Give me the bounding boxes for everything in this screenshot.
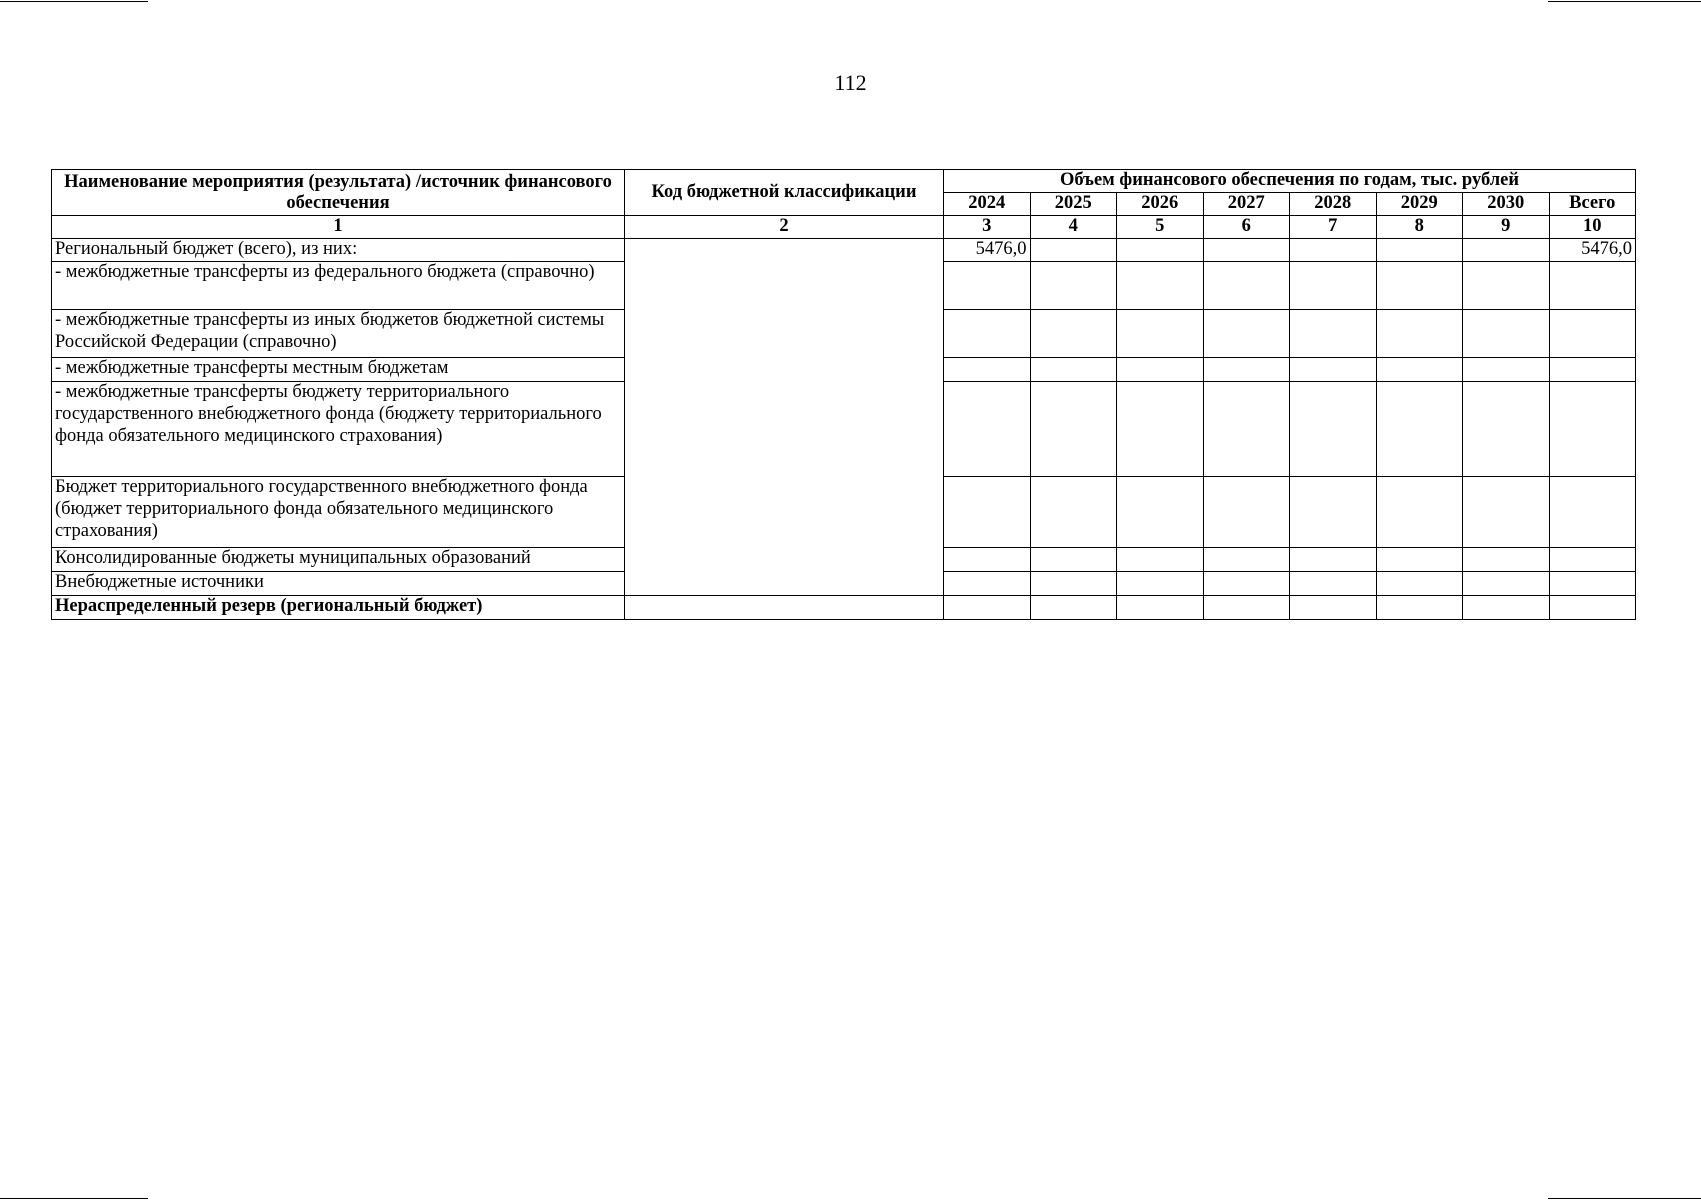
value-cell bbox=[1117, 262, 1204, 310]
row-name: - межбюджетные трансферты из иных бюджетов бюджетной системы Российской Федерации (справочно) bbox=[52, 310, 625, 358]
column-number-row bbox=[52, 216, 1636, 239]
value-cell bbox=[1463, 572, 1550, 596]
value-cell bbox=[944, 477, 1031, 548]
value-cell bbox=[1290, 239, 1377, 262]
scan-edge-mark bbox=[0, 1, 148, 2]
value-cell bbox=[1290, 477, 1377, 548]
value-cell bbox=[1376, 262, 1463, 310]
header-year: 2025 bbox=[1030, 193, 1117, 216]
value-cell bbox=[1290, 596, 1377, 620]
header-year: 2029 bbox=[1376, 193, 1463, 216]
value-cell bbox=[1376, 572, 1463, 596]
value-cell bbox=[1030, 310, 1117, 358]
column-number: 8 bbox=[1376, 216, 1463, 239]
value-cell bbox=[1030, 239, 1117, 262]
value-cell bbox=[1203, 382, 1290, 477]
value-cell bbox=[1463, 382, 1550, 477]
value-cell: 5476,0 bbox=[944, 239, 1031, 262]
value-cell bbox=[1203, 262, 1290, 310]
total-cell bbox=[1549, 262, 1636, 310]
value-cell bbox=[1203, 548, 1290, 572]
total-cell bbox=[1549, 596, 1636, 620]
value-cell bbox=[1117, 596, 1204, 620]
scan-edge-mark bbox=[1548, 1198, 1701, 1199]
value-cell bbox=[1117, 358, 1204, 382]
value-cell bbox=[944, 310, 1031, 358]
value-cell bbox=[944, 262, 1031, 310]
financing-table bbox=[51, 169, 1636, 620]
value-cell bbox=[1203, 239, 1290, 262]
value-cell bbox=[1290, 262, 1377, 310]
value-cell bbox=[1030, 548, 1117, 572]
column-number: 1 bbox=[52, 216, 625, 239]
total-cell bbox=[1549, 310, 1636, 358]
value-cell bbox=[1290, 382, 1377, 477]
value-cell bbox=[1117, 572, 1204, 596]
value-cell bbox=[1463, 596, 1550, 620]
value-cell bbox=[1376, 310, 1463, 358]
total-cell bbox=[1549, 382, 1636, 477]
value-cell bbox=[1463, 477, 1550, 548]
table-row bbox=[52, 239, 1636, 262]
value-cell bbox=[1117, 239, 1204, 262]
value-cell bbox=[1376, 358, 1463, 382]
value-cell bbox=[944, 548, 1031, 572]
header-row-1 bbox=[52, 170, 1636, 193]
header-name: Наименование мероприятия (результата) /источник финансового обеспечения bbox=[52, 170, 625, 216]
row-name: Нераспределенный резерв (региональный бюджет) bbox=[52, 596, 625, 620]
value-cell bbox=[1376, 477, 1463, 548]
row-name: - межбюджетные трансферты местным бюджетам bbox=[52, 358, 625, 382]
header-year: 2027 bbox=[1203, 193, 1290, 216]
budget-code-cell bbox=[625, 239, 944, 596]
header-total: Всего bbox=[1549, 193, 1636, 216]
row-name: Бюджет территориального государственного внебюджетного фонда (бюджет территориального фонда обязательного медицинского страхования) bbox=[52, 477, 625, 548]
column-number: 10 bbox=[1549, 216, 1636, 239]
value-cell bbox=[1463, 548, 1550, 572]
value-cell bbox=[1290, 358, 1377, 382]
total-cell bbox=[1549, 477, 1636, 548]
header-year: 2028 bbox=[1290, 193, 1377, 216]
value-cell bbox=[1203, 572, 1290, 596]
value-cell bbox=[1463, 358, 1550, 382]
column-number: 2 bbox=[625, 216, 944, 239]
page-number: 112 bbox=[834, 70, 867, 95]
value-cell bbox=[944, 596, 1031, 620]
budget-code-cell bbox=[625, 596, 944, 620]
value-cell bbox=[944, 358, 1031, 382]
value-cell bbox=[1117, 548, 1204, 572]
header-year: 2030 bbox=[1463, 193, 1550, 216]
value-cell bbox=[1463, 262, 1550, 310]
value-cell bbox=[1117, 310, 1204, 358]
row-name: - межбюджетные трансферты бюджету территориального государственного внебюджетного фонда (бюджету территориального фонда обязательного медицинского страхования) bbox=[52, 382, 625, 477]
header-code: Код бюджетной классификации bbox=[625, 170, 944, 216]
value-cell bbox=[1030, 596, 1117, 620]
header-year: 2024 bbox=[944, 193, 1031, 216]
value-cell bbox=[1203, 358, 1290, 382]
column-number: 4 bbox=[1030, 216, 1117, 239]
column-number: 5 bbox=[1117, 216, 1204, 239]
value-cell bbox=[1290, 310, 1377, 358]
row-name: Внебюджетные источники bbox=[52, 572, 625, 596]
table-row bbox=[52, 596, 1636, 620]
total-cell bbox=[1549, 572, 1636, 596]
value-cell bbox=[1376, 548, 1463, 572]
column-number: 6 bbox=[1203, 216, 1290, 239]
value-cell bbox=[1203, 310, 1290, 358]
row-name: - межбюджетные трансферты из федерального бюджета (справочно) bbox=[52, 262, 625, 310]
value-cell bbox=[1376, 596, 1463, 620]
value-cell bbox=[1290, 548, 1377, 572]
row-name: Консолидированные бюджеты муниципальных образований bbox=[52, 548, 625, 572]
row-name: Региональный бюджет (всего), из них: bbox=[52, 239, 625, 262]
value-cell bbox=[1203, 596, 1290, 620]
value-cell bbox=[1030, 358, 1117, 382]
value-cell bbox=[944, 572, 1031, 596]
value-cell bbox=[1030, 477, 1117, 548]
header-year: 2026 bbox=[1117, 193, 1204, 216]
total-cell: 5476,0 bbox=[1549, 239, 1636, 262]
value-cell bbox=[1030, 572, 1117, 596]
value-cell bbox=[1463, 310, 1550, 358]
value-cell bbox=[1030, 382, 1117, 477]
value-cell bbox=[1463, 239, 1550, 262]
value-cell bbox=[1290, 572, 1377, 596]
column-number: 9 bbox=[1463, 216, 1550, 239]
value-cell bbox=[1376, 382, 1463, 477]
scan-edge-mark bbox=[1548, 1, 1701, 2]
value-cell bbox=[1203, 477, 1290, 548]
value-cell bbox=[1117, 382, 1204, 477]
value-cell bbox=[1376, 239, 1463, 262]
scan-edge-mark bbox=[0, 1198, 148, 1199]
total-cell bbox=[1549, 548, 1636, 572]
header-volume: Объем финансового обеспечения по годам, тыс. рублей bbox=[944, 170, 1636, 193]
value-cell bbox=[1030, 262, 1117, 310]
value-cell bbox=[1117, 477, 1204, 548]
column-number: 3 bbox=[944, 216, 1031, 239]
total-cell bbox=[1549, 358, 1636, 382]
value-cell bbox=[944, 382, 1031, 477]
column-number: 7 bbox=[1290, 216, 1377, 239]
